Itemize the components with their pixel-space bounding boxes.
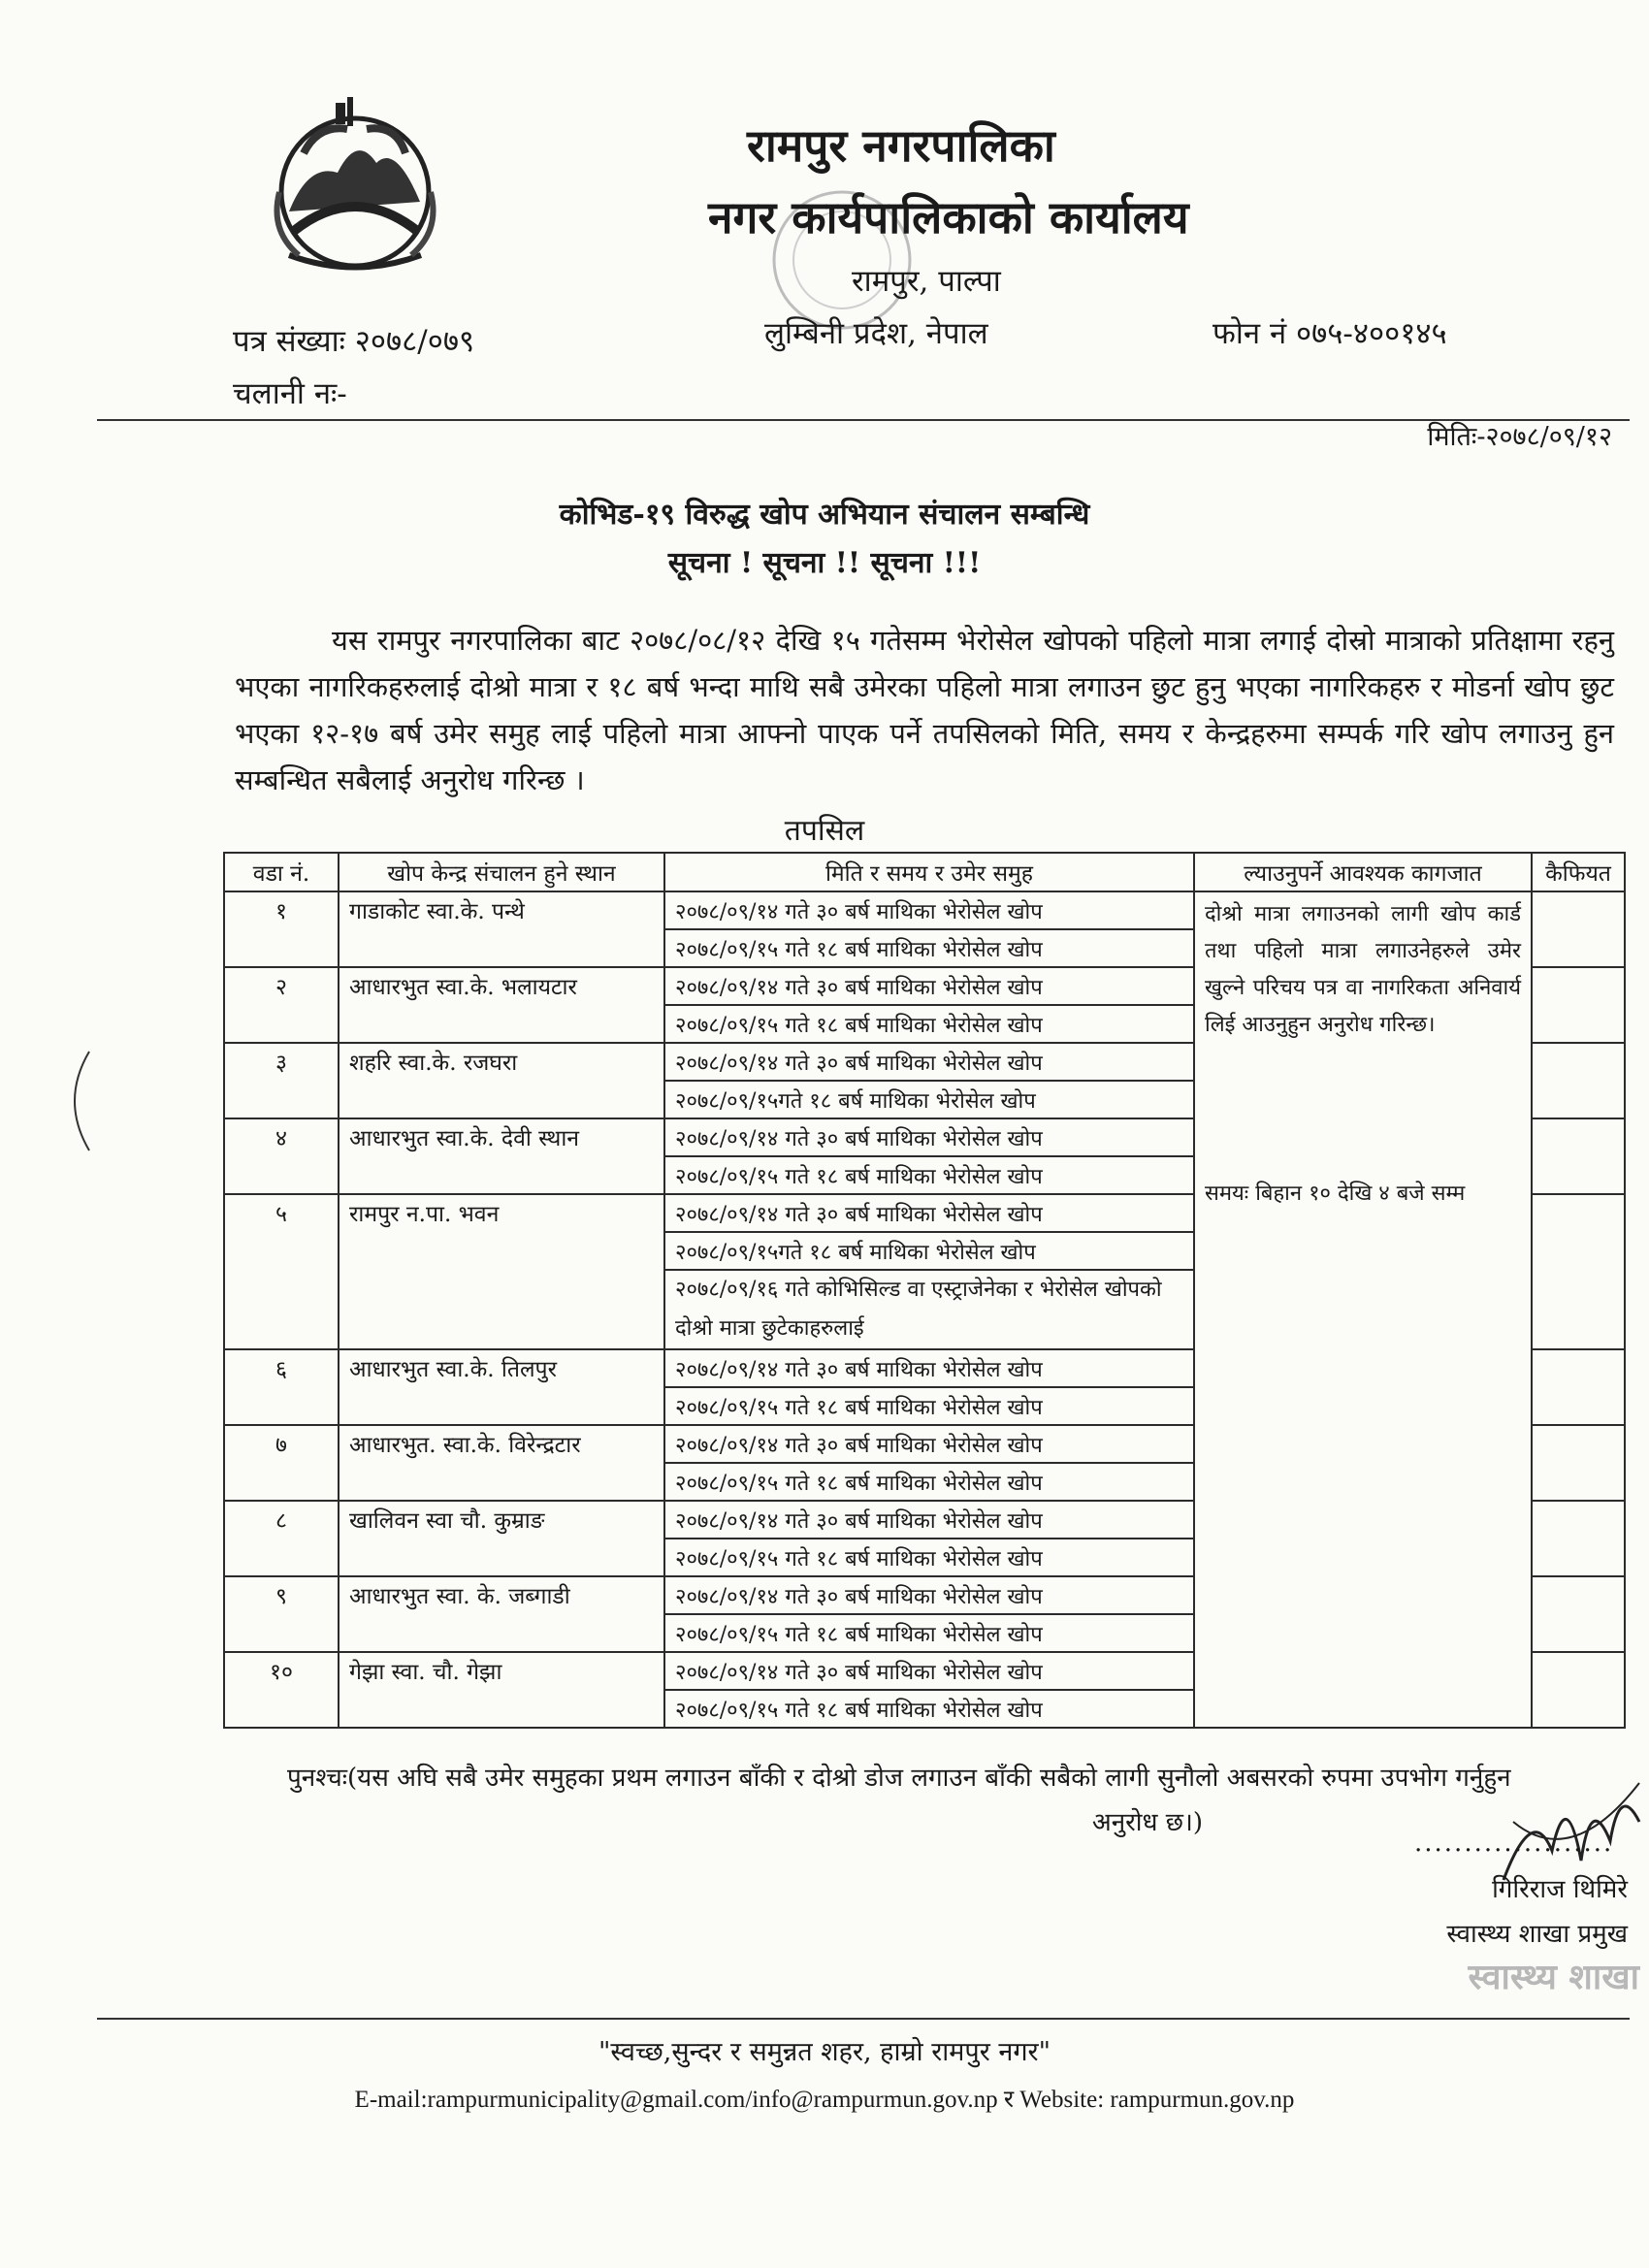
center-place: खालिवन स्वा चौ. कुम्राङ: [339, 1501, 664, 1576]
schedule-slot: २०७८/०९/१५ गते १८ बर्ष माथिका भेरोसेल खोप: [664, 929, 1194, 967]
center-place: आधारभुत. स्वा.के. विरेन्द्रटार: [339, 1425, 664, 1501]
center-place: गेझा स्वा. चौ. गेझा: [339, 1652, 664, 1728]
col-header-documents: ल्याउनुपर्ने आवश्यक कागजात: [1194, 853, 1532, 891]
ward-number: १०: [224, 1652, 339, 1728]
remarks-cell: [1532, 1194, 1625, 1349]
schedule-slot: २०७८/०९/१५ गते १८ बर्ष माथिका भेरोसेल खोप: [664, 1614, 1194, 1652]
center-place: रामपुर न.पा. भवन: [339, 1194, 664, 1349]
center-place: आधारभुत स्वा.के. देवी स्थान: [339, 1118, 664, 1194]
remarks-cell: [1532, 1349, 1625, 1425]
remarks-cell: [1532, 1652, 1625, 1728]
center-place: गाडाकोट स्वा.के. पन्थे: [339, 891, 664, 967]
session-time: समयः बिहान १० देखि ४ बजे सम्म: [1205, 1182, 1466, 1206]
schedule-slot: २०७८/०९/१४ गते ३० बर्ष माथिका भेरोसेल खोप: [664, 967, 1194, 1005]
ward-number: ६: [224, 1349, 339, 1425]
address-line2: लुम्बिनी प्रदेश, नेपाल: [764, 316, 988, 351]
schedule-slot: २०७८/०९/१४ गते ३० बर्ष माथिका भेरोसेल खोप: [664, 891, 1194, 929]
center-place: आधारभुत स्वा.के. तिलपुर: [339, 1349, 664, 1425]
footer-divider: [97, 2018, 1630, 2020]
remarks-cell: [1532, 1501, 1625, 1576]
ward-number: ९: [224, 1576, 339, 1652]
letter-number: पत्र संख्याः २०७८/०७९: [233, 324, 475, 359]
notice-heading: सूचना ! सूचना !! सूचना !!!: [667, 546, 982, 580]
schedule-slot: २०७८/०९/१५गते १८ बर्ष माथिका भेरोसेल खोप: [664, 1232, 1194, 1270]
phone-number: फोन नं ०७५-४००१४५: [1212, 316, 1447, 351]
schedule-table: [223, 852, 1626, 1729]
scan-mark-icon: [56, 1048, 95, 1154]
center-place: आधारभुत स्वा. के. जब्गाडी: [339, 1576, 664, 1652]
schedule-slot: २०७८/०९/१४ गते ३० बर्ष माथिका भेरोसेल खोप: [664, 1576, 1194, 1614]
ward-number: ८: [224, 1501, 339, 1576]
schedule-slot: २०७८/०९/१४ गते ३० बर्ष माथिका भेरोसेल खोप: [664, 1652, 1194, 1690]
department-stamp: स्वास्थ्य शाखा: [1468, 1957, 1639, 1997]
signer-title: स्वास्थ्य शाखा प्रमुख: [1446, 1920, 1628, 1949]
table-header-row: [224, 853, 1625, 891]
schedule-slot: २०७८/०९/१४ गते ३० बर्ष माथिका भेरोसेल खोप: [664, 1349, 1194, 1387]
schedule-slot: २०७८/०९/१५ गते १८ बर्ष माथिका भेरोसेल खोप: [664, 1539, 1194, 1576]
schedule-slot: २०७८/०९/१४ गते ३० बर्ष माथिका भेरोसेल खोप: [664, 1425, 1194, 1463]
schedule-slot: २०७८/०९/१४ गते ३० बर्ष माथिका भेरोसेल खोप: [664, 1043, 1194, 1081]
schedule-slot: २०७८/०९/१४ गते ३० बर्ष माथिका भेरोसेल खोप: [664, 1118, 1194, 1156]
footer-slogan: "स्वच्छ,सुन्दर र समुन्नत शहर, हाम्रो रामपुर नगर": [598, 2037, 1051, 2067]
dispatch-number: चलानी नः-: [233, 376, 347, 411]
table-row: [224, 891, 1625, 929]
signer-block: [1446, 1867, 1628, 1957]
body-paragraph: यस रामपुर नगरपालिका बाट २०७८/०८/१२ देखि १५ गतेसम्म भेरोसेल खोपको पहिलो मात्रा लगाई दोस्रो मात्राको प्रतिक्षामा रहनु भएका नागरिकहरुलाई दोश्रो मात्रा र १८ बर्ष भन्दा माथि सबै उमेरका पहिलो मात्रा लगाउन छुट हुनु भएका नागरिकहरु र मोडर्ना खोप छुट भएका १२-१७ बर्ष उमेर समुह लाई पहिलो मात्रा आफ्नो पाएक पर्ने तपसिलको मिति, समय र केन्द्रहरुमा सम्पर्क गरि खोप लगाउनु हुन सम्बन्धित सबैलाई अनुरोध गरिन्छ ।: [235, 624, 1614, 796]
header-divider: [97, 419, 1630, 421]
schedule-slot: २०७८/०९/१५गते १८ बर्ष माथिका भेरोसेल खोप: [664, 1081, 1194, 1118]
signature-line: ....................: [1414, 1829, 1614, 1858]
schedule-slot: २०७८/०९/१४ गते ३० बर्ष माथिका भेरोसेल खोप: [664, 1194, 1194, 1232]
remarks-cell: [1532, 967, 1625, 1043]
schedule-slot: २०७८/०९/१४ गते ३० बर्ष माथिका भेरोसेल खोप: [664, 1501, 1194, 1539]
ward-number: १: [224, 891, 339, 967]
col-header-schedule: मिति र समय र उमेर समुह: [664, 853, 1194, 891]
schedule-slot: २०७८/०९/१५ गते १८ बर्ष माथिका भेरोसेल खोप: [664, 1463, 1194, 1501]
remarks-cell: [1532, 1425, 1625, 1501]
remarks-cell: [1532, 1043, 1625, 1118]
footer-contact: E-mail:rampurmunicipality@gmail.com/info@rampurmun.gov.np र Website: rampurmun.gov.np: [354, 2087, 1295, 2113]
center-place: आधारभुत स्वा.के. भलायटार: [339, 967, 664, 1043]
org-name: रामपुर नगरपालिका: [747, 119, 1055, 172]
remarks-cell: [1532, 1118, 1625, 1194]
remarks-cell: [1532, 1576, 1625, 1652]
ward-number: २: [224, 967, 339, 1043]
ward-number: ३: [224, 1043, 339, 1118]
col-header-ward: वडा नं.: [224, 853, 339, 891]
col-header-place: खोप केन्द्र संचालन हुने स्थान: [339, 853, 664, 891]
schedule-slot: २०७८/०९/१६ गते कोभिसिल्ड वा एस्ट्राजेनेका र भेरोसेल खोपको दोश्रो मात्रा छुटेकाहरुलाई: [664, 1270, 1194, 1349]
documents-text: दोश्रो मात्रा लगाउनको लागी खोप कार्ड तथा पहिलो मात्रा लगाउनेहरुले उमेर खुल्ने परिचय पत्र वा नागरिकता अनिवार्य लिई आउनुहुन अनुरोध गरिन्छ।: [1205, 902, 1521, 1037]
letter-date: मितिः-२०७८/०९/१२: [1427, 422, 1612, 452]
center-place: शहरि स्वा.के. रजघरा: [339, 1043, 664, 1118]
ward-number: ५: [224, 1194, 339, 1349]
postscript-end: अनुरोध छ।): [1091, 1808, 1203, 1837]
office-name: नगर कार्यपालिकाको कार्यालय: [708, 191, 1189, 243]
nepal-emblem-icon: [250, 95, 460, 277]
subject-line: कोभिड-१९ विरुद्ध खोप अभियान संचालन सम्बन्धि: [559, 498, 1090, 532]
col-header-remarks: कैफियत: [1532, 853, 1625, 891]
ward-number: ७: [224, 1425, 339, 1501]
required-documents: [1194, 891, 1532, 1728]
schedule-slot: २०७८/०९/१५ गते १८ बर्ष माथिका भेरोसेल खोप: [664, 1156, 1194, 1194]
signer-name: गिरिराज थिमिरे: [1492, 1875, 1628, 1904]
schedule-slot: २०७८/०९/१५ गते १८ बर्ष माथिका भेरोसेल खोप: [664, 1387, 1194, 1425]
postscript-main: पुनश्चः(यस अघि सबै उमेर समुहका प्रथम लगाउन बाँकी र दोश्रो डोज लगाउन बाँकी सबैको लागी सुनौलो अबसरको रुपमा उपभोग गर्नुहुन: [287, 1764, 1511, 1793]
remarks-cell: [1532, 891, 1625, 967]
schedule-slot: २०७८/०९/१५ गते १८ बर्ष माथिका भेरोसेल खोप: [664, 1005, 1194, 1043]
schedule-title: तपसिल: [784, 814, 865, 848]
address-line1: रामपुर, पाल्पा: [852, 264, 1001, 299]
schedule-slot: २०७८/०९/१५ गते १८ बर्ष माथिका भेरोसेल खोप: [664, 1690, 1194, 1728]
ward-number: ४: [224, 1118, 339, 1194]
